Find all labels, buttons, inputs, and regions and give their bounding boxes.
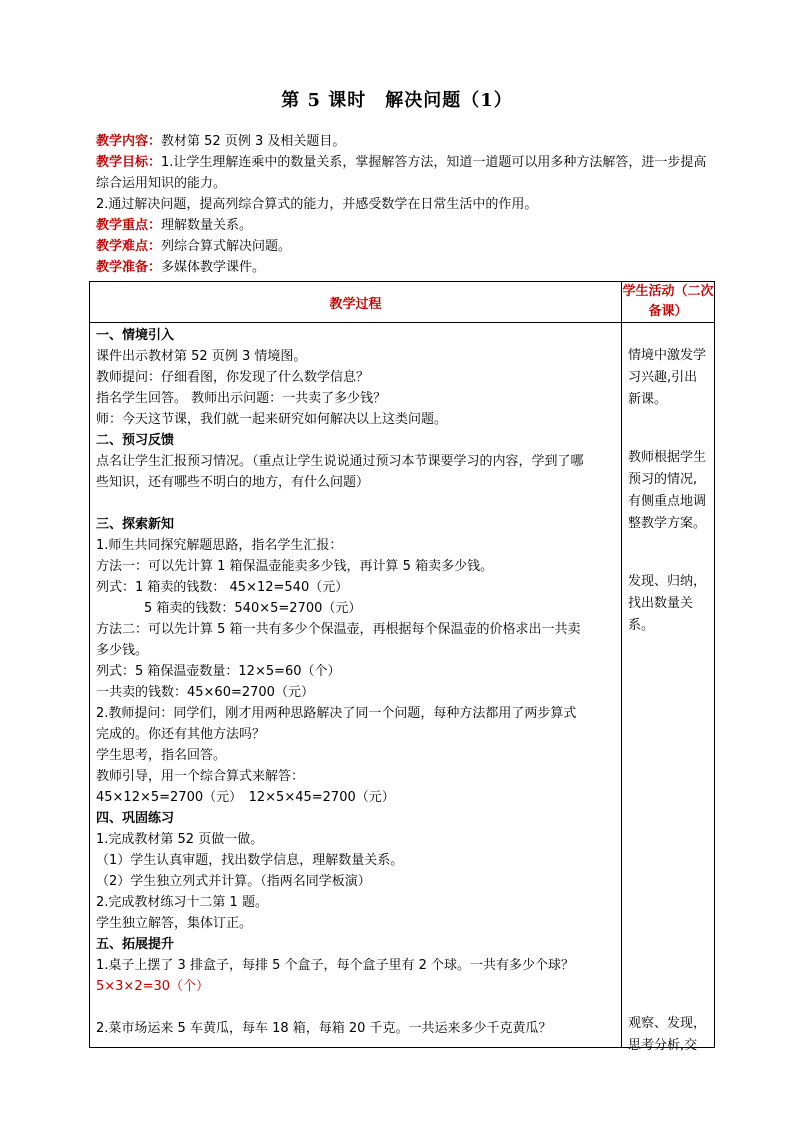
- header-student-activity: 学生活动（二次备课）: [622, 282, 715, 323]
- process-line: （2）学生独立列式并计算。（指两名同学板演）: [96, 874, 371, 889]
- process-line: 点名让学生汇报预习情况。（重点让学生说说通过预习本节课要学习的内容，学到了哪: [96, 454, 584, 469]
- process-line: 完成的。你还有其他方法吗？: [96, 727, 266, 742]
- meta-value: 多媒体教学课件。: [161, 260, 266, 275]
- meta-content: [96, 131, 716, 152]
- process-line: 课件出示教材第 52 页例 3 情境图。: [96, 349, 307, 364]
- meta-key: 教学重点：: [96, 218, 162, 233]
- meta-value: 列综合算式解决问题。: [161, 239, 292, 254]
- side-note: 教师根据学生预习的情况,有侧重点地调整教学方案。: [628, 450, 707, 531]
- section-heading: 三、探索新知: [96, 517, 175, 532]
- process-line: 一共卖的钱数：45×60=2700（元）: [96, 685, 314, 700]
- page-title: 第 5 课时 解决问题（1）: [281, 90, 513, 111]
- section-heading: 五、拓展提升: [96, 937, 175, 952]
- activity-cell: [622, 323, 715, 1053]
- process-line: 列式：1 箱卖的钱数： 45×12=540（元）: [96, 580, 349, 595]
- side-note: 发现、归纳，找出数量关系。: [628, 574, 707, 633]
- section-heading: 一、情境引入: [96, 328, 175, 343]
- process-line: 列式：5 箱保温壶数量：12×5=60（个）: [96, 664, 341, 679]
- process-lines: [90, 323, 621, 1039]
- meta-key: 教学目标：: [96, 155, 162, 170]
- process-line: 2.教师提问：同学们，刚才用两种思路解决了同一个问题，每种方法都用了两步算式: [96, 706, 577, 721]
- process-line: 1.完成教材第 52 页做一做。: [96, 832, 264, 847]
- process-line: 2.完成教材练习十二第 1 题。: [96, 895, 268, 910]
- process-line: 学生独立解答，集体订正。: [96, 916, 253, 931]
- meta-value: 1.让学生理解连乘中的数量关系，掌握解答方法，知道一道题可以用多种方法解答，进一步提高综合运用知识的能力。: [96, 155, 707, 191]
- process-line: 多少钱。: [96, 643, 149, 658]
- meta-value: 理解数量关系。: [161, 218, 253, 233]
- meta-focus: [96, 215, 716, 236]
- meta-key: 教学内容：: [96, 134, 162, 149]
- process-line: [96, 997, 615, 1018]
- process-line: 方法二：可以先计算 5 箱一共有多少个保温壶，再根据每个保温壶的价格求出一共卖: [96, 622, 581, 637]
- teaching-table: [89, 281, 715, 1053]
- process-line: 45×12×5=2700（元） 12×5×45=2700（元）: [96, 790, 395, 805]
- section-heading: 二、预习反馈: [96, 433, 175, 448]
- process-line: 教师提问：仔细看图，你发现了什么数学信息？: [96, 370, 370, 385]
- meta-goal-2: [96, 194, 716, 215]
- process-line: 教师引导，用一个综合算式来解答：: [96, 769, 305, 784]
- process-cell: [90, 323, 622, 1048]
- process-line: 2.菜市场运来 5 车黄瓜，每车 18 箱，每箱 20 千克。一共运来多少千克黄瓜？: [96, 1021, 552, 1036]
- process-line: 1.师生共同探究解题思路，指名学生汇报：: [96, 538, 343, 553]
- process-line: 学生思考，指名回答。: [96, 748, 227, 763]
- meta-value: 2.通过解决问题，提高列综合算式的能力，并感受数学在日常生活中的作用。: [96, 197, 538, 212]
- meta-key: 教学难点：: [96, 239, 162, 254]
- process-line: 5×3×2=30（个）: [96, 979, 210, 994]
- process-line: （1）学生认真审题，找出数学信息，理解数量关系。: [96, 853, 404, 868]
- section-heading: 四、巩固练习: [96, 811, 175, 826]
- header-teaching-process: 教学过程: [90, 282, 622, 323]
- process-line: 指名学生回答。 教师出示问题：一共卖了多少钱？: [96, 391, 387, 406]
- meta-value: 教材第 52 页例 3 及相关题目。: [161, 134, 346, 149]
- side-note: 观察、发现，思考分析,交: [628, 1016, 707, 1053]
- meta-key: 教学准备：: [96, 260, 162, 275]
- process-line: 些知识，还有哪些不明白的地方，有什么问题）: [96, 475, 370, 490]
- process-line: 5 箱卖的钱数：540×5=2700（元）: [144, 601, 362, 616]
- side-note: 情境中激发学习兴趣,引出新课。: [628, 348, 707, 407]
- side-notes: [622, 323, 714, 1053]
- lesson-meta: [96, 131, 716, 278]
- process-line: 1.桌子上摆了 3 排盒子，每排 5 个盒子，每个盒子里有 2 个球。一共有多少个球？: [96, 958, 575, 973]
- process-line: [96, 493, 615, 514]
- process-line: 方法一：可以先计算 1 箱保温壶能卖多少钱，再计算 5 箱卖多少钱。: [96, 559, 494, 574]
- meta-preparation: [96, 257, 716, 278]
- process-line: 师：今天这节课，我们就一起来研究如何解决以上这类问题。: [96, 412, 448, 427]
- meta-difficulty: [96, 236, 716, 257]
- meta-goals: [96, 152, 716, 194]
